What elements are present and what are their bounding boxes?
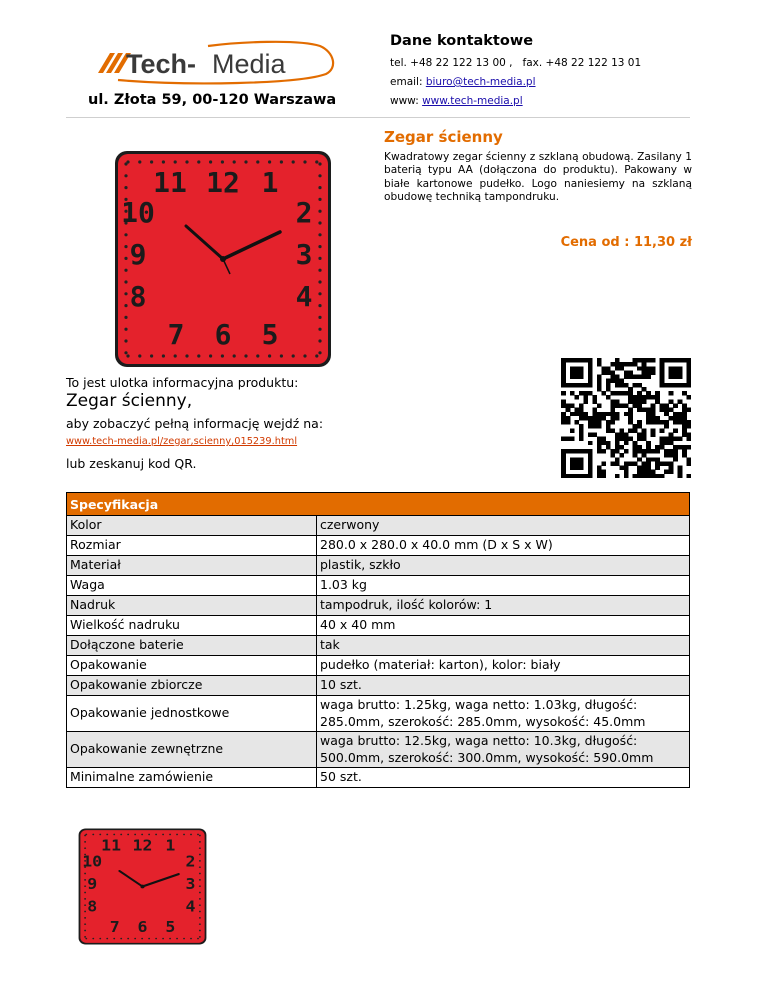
clock-tick bbox=[138, 160, 141, 163]
clock-tick bbox=[318, 316, 321, 319]
spec-key: Kolor bbox=[67, 516, 317, 536]
clock-tick bbox=[84, 873, 86, 875]
leaflet-qr-text: lub zeskanuj kod QR. bbox=[66, 456, 197, 471]
clock-tick bbox=[199, 911, 201, 913]
clock-tick bbox=[84, 936, 86, 938]
spec-key: Waga bbox=[67, 576, 317, 596]
clock-tick bbox=[155, 938, 157, 940]
clock-tick bbox=[209, 354, 212, 357]
clock-tick bbox=[199, 873, 201, 875]
clock-tick bbox=[124, 316, 127, 319]
clock-tick bbox=[318, 198, 321, 201]
clock-tick bbox=[199, 898, 201, 900]
clock-tick bbox=[84, 841, 86, 843]
clock-number: 4 bbox=[295, 280, 313, 313]
spec-key: Materiał bbox=[67, 556, 317, 576]
clock-tick bbox=[199, 936, 201, 938]
clock-tick bbox=[150, 354, 153, 357]
clock-tick bbox=[124, 339, 127, 342]
clock-product-image bbox=[114, 150, 332, 368]
table-row bbox=[67, 676, 690, 696]
clock-number: 2 bbox=[295, 196, 313, 229]
clock-tick bbox=[315, 354, 318, 357]
clock-tick bbox=[318, 339, 321, 342]
clock-tick bbox=[120, 938, 122, 940]
clock-tick bbox=[199, 866, 201, 868]
spec-key: Opakowanie zewnętrzne bbox=[67, 732, 317, 768]
clock-tick bbox=[318, 221, 321, 224]
www-line bbox=[390, 95, 523, 107]
clock-tick bbox=[150, 160, 153, 163]
spec-value: tak bbox=[317, 636, 690, 656]
clock-tick bbox=[318, 328, 321, 331]
clock-tick bbox=[199, 892, 201, 894]
clock-tick bbox=[197, 160, 200, 163]
clock-tick bbox=[124, 269, 127, 272]
clock-tick bbox=[84, 892, 86, 894]
clock-tick bbox=[303, 354, 306, 357]
clock-tick bbox=[84, 885, 86, 887]
clock-tick bbox=[318, 257, 321, 260]
clock-number: 3 bbox=[295, 238, 313, 271]
clock-number: 5 bbox=[165, 917, 176, 936]
clock-tick bbox=[318, 210, 321, 213]
clock-tick bbox=[199, 917, 201, 919]
clock-tick bbox=[120, 834, 122, 836]
clock-tick bbox=[124, 245, 127, 248]
spec-value: 40 x 40 mm bbox=[317, 616, 690, 636]
clock-tick bbox=[199, 835, 201, 837]
spec-value: 1.03 kg bbox=[317, 576, 690, 596]
clock-tick bbox=[256, 354, 259, 357]
clock-tick bbox=[190, 938, 192, 940]
clock-number: 11 bbox=[153, 166, 187, 199]
clock-tick bbox=[106, 834, 108, 836]
clock-tick bbox=[318, 162, 321, 165]
clock-tick bbox=[183, 834, 185, 836]
product-title: Zegar ścienny bbox=[384, 128, 503, 146]
clock-tick bbox=[199, 860, 201, 862]
clock-tick bbox=[134, 938, 136, 940]
clock-tick bbox=[318, 269, 321, 272]
clock-number: 6 bbox=[214, 318, 232, 351]
clock-tick bbox=[176, 938, 178, 940]
logo-text-tech: Tech- bbox=[126, 49, 197, 79]
clock-number: 8 bbox=[129, 280, 147, 313]
clock-tick bbox=[256, 160, 259, 163]
clock-tick bbox=[199, 854, 201, 856]
clock-tick bbox=[84, 904, 86, 906]
email-line bbox=[390, 76, 536, 88]
spec-value: tampodruk, ilość kolorów: 1 bbox=[317, 596, 690, 616]
clock-tick bbox=[190, 834, 192, 836]
table-row bbox=[67, 556, 690, 576]
tech-media-logo bbox=[98, 40, 338, 86]
clock-tick bbox=[85, 938, 87, 940]
product-price: Cena od : 11,30 zł bbox=[560, 235, 692, 250]
clock-tick bbox=[318, 186, 321, 189]
company-address: ul. Złota 59, 00-120 Warszawa bbox=[88, 92, 337, 108]
spec-value: czerwony bbox=[317, 516, 690, 536]
clock-tick bbox=[221, 354, 224, 357]
clock-tick bbox=[292, 160, 295, 163]
phone-number: tel. +48 22 122 13 00 , bbox=[390, 57, 513, 69]
clock-tick bbox=[318, 280, 321, 283]
clock-tick bbox=[84, 847, 86, 849]
clock-tick bbox=[315, 160, 318, 163]
table-row bbox=[67, 696, 690, 732]
clock-tick bbox=[124, 280, 127, 283]
clock-tick bbox=[318, 304, 321, 307]
clock-tick bbox=[124, 233, 127, 236]
clock-number: 11 bbox=[101, 836, 122, 855]
clock-tick bbox=[318, 245, 321, 248]
clock-tick bbox=[124, 351, 127, 354]
clock-tick bbox=[106, 938, 108, 940]
clock-tick bbox=[141, 834, 143, 836]
clock-tick bbox=[199, 847, 201, 849]
spec-key: Rozmiar bbox=[67, 536, 317, 556]
clock-number: 1 bbox=[261, 166, 279, 199]
clock-tick bbox=[197, 834, 199, 836]
clock-tick bbox=[280, 160, 283, 163]
clock-tick bbox=[124, 292, 127, 295]
clock-tick bbox=[138, 354, 141, 357]
clock-tick bbox=[292, 354, 295, 357]
contact-title: Dane kontaktowe bbox=[390, 33, 534, 49]
clock-tick bbox=[176, 834, 178, 836]
table-row bbox=[67, 596, 690, 616]
clock-number: 7 bbox=[109, 917, 120, 936]
clock-tick bbox=[199, 885, 201, 887]
fax-number: fax. +48 22 122 13 01 bbox=[522, 57, 642, 69]
clock-thumbnail-image bbox=[78, 828, 207, 945]
table-row bbox=[67, 576, 690, 596]
clock-tick bbox=[84, 911, 86, 913]
clock-tick bbox=[209, 160, 212, 163]
clock-tick bbox=[199, 930, 201, 932]
spec-value: plastik, szkło bbox=[317, 556, 690, 576]
specification-title: Specyfikacja bbox=[67, 493, 690, 516]
clock-number: 4 bbox=[185, 897, 196, 916]
clock-tick bbox=[155, 834, 157, 836]
spec-key: Opakowanie jednostkowe bbox=[67, 696, 317, 732]
spec-key: Opakowanie bbox=[67, 656, 317, 676]
spec-key: Opakowanie zbiorcze bbox=[67, 676, 317, 696]
spec-key: Minimalne zamówienie bbox=[67, 768, 317, 788]
clock-tick bbox=[99, 938, 101, 940]
clock-tick bbox=[124, 304, 127, 307]
qr-code-icon[interactable] bbox=[561, 358, 691, 478]
clock-tick bbox=[124, 174, 127, 177]
clock-tick bbox=[174, 160, 177, 163]
clock-tick bbox=[185, 160, 188, 163]
clock-number: 6 bbox=[137, 917, 148, 936]
clock-tick bbox=[148, 834, 150, 836]
spec-value: waga brutto: 1.25kg, waga netto: 1.03kg, długość: 285.0mm, szerokość: 285.0mm, wysokość: 45.0mm bbox=[317, 696, 690, 732]
spec-key: Nadruk bbox=[67, 596, 317, 616]
clock-tick bbox=[127, 938, 129, 940]
clock-number: 5 bbox=[261, 318, 279, 351]
clock-number: 1 bbox=[165, 836, 176, 855]
specification-table bbox=[66, 492, 690, 788]
clock-tick bbox=[124, 328, 127, 331]
phone-line bbox=[390, 57, 641, 69]
clock-tick bbox=[141, 938, 143, 940]
clock-tick bbox=[148, 938, 150, 940]
table-row bbox=[67, 656, 690, 676]
clock-tick bbox=[84, 917, 86, 919]
clock-tick bbox=[199, 841, 201, 843]
clock-tick bbox=[185, 354, 188, 357]
clock-number: 8 bbox=[87, 897, 98, 916]
spec-value: pudełko (materiał: karton), kolor: biały bbox=[317, 656, 690, 676]
clock-tick bbox=[318, 292, 321, 295]
table-row bbox=[67, 636, 690, 656]
clock-tick bbox=[162, 160, 165, 163]
clock-number: 9 bbox=[129, 238, 147, 271]
clock-tick bbox=[244, 160, 247, 163]
clock-number: 12 bbox=[206, 166, 240, 199]
spec-key: Wielkość nadruku bbox=[67, 616, 317, 636]
clock-tick bbox=[124, 186, 127, 189]
clock-number: 9 bbox=[87, 874, 98, 893]
clock-number: 7 bbox=[167, 318, 185, 351]
table-row bbox=[67, 732, 690, 768]
clock-tick bbox=[162, 938, 164, 940]
clock-tick bbox=[124, 162, 127, 165]
clock-tick bbox=[318, 174, 321, 177]
clock-tick bbox=[244, 354, 247, 357]
clock-tick bbox=[113, 834, 115, 836]
clock-tick bbox=[127, 834, 129, 836]
clock-tick bbox=[303, 160, 306, 163]
clock-tick bbox=[268, 354, 271, 357]
product-page-link[interactable]: www.tech-media.pl/zegar,scienny,015239.html bbox=[66, 436, 298, 447]
leaflet-more-info: aby zobaczyć pełną informację wejdź na: bbox=[66, 416, 324, 431]
clock-tick bbox=[134, 834, 136, 836]
clock-tick bbox=[233, 354, 236, 357]
clock-tick bbox=[174, 354, 177, 357]
clock-tick bbox=[92, 834, 94, 836]
clock-tick bbox=[199, 879, 201, 881]
clock-tick bbox=[169, 938, 171, 940]
clock-number: 12 bbox=[132, 836, 153, 855]
clock-tick bbox=[84, 930, 86, 932]
clock-tick bbox=[318, 233, 321, 236]
clock-tick bbox=[92, 938, 94, 940]
table-row bbox=[67, 536, 690, 556]
clock-tick bbox=[197, 938, 199, 940]
clock-tick bbox=[84, 923, 86, 925]
clock-tick bbox=[162, 834, 164, 836]
table-row bbox=[67, 768, 690, 788]
spec-value: waga brutto: 12.5kg, waga netto: 10.3kg, długość: 500.0mm, szerokość: 300.0mm, wysokość: 590.0mm bbox=[317, 732, 690, 768]
header-divider bbox=[66, 117, 690, 118]
www-label: www: bbox=[390, 95, 419, 107]
clock-tick bbox=[183, 938, 185, 940]
email-link[interactable]: biuro@tech-media.pl bbox=[425, 76, 536, 88]
spec-value: 10 szt. bbox=[317, 676, 690, 696]
clock-tick bbox=[197, 354, 200, 357]
clock-tick bbox=[84, 879, 86, 881]
clock-number: 2 bbox=[185, 852, 196, 871]
email-label: email: bbox=[390, 76, 423, 88]
clock-tick bbox=[233, 160, 236, 163]
clock-tick bbox=[84, 835, 86, 837]
table-row bbox=[67, 516, 690, 536]
clock-tick bbox=[318, 351, 321, 354]
leaflet-product-name: Zegar ścienny, bbox=[66, 391, 193, 411]
leaflet-intro: To jest ulotka informacyjna produktu: bbox=[66, 375, 299, 390]
spec-value: 50 szt. bbox=[317, 768, 690, 788]
clock-tick bbox=[221, 160, 224, 163]
clock-tick bbox=[84, 898, 86, 900]
clock-tick bbox=[280, 354, 283, 357]
spec-value: 280.0 x 280.0 x 40.0 mm (D x S x W) bbox=[317, 536, 690, 556]
product-description: Kwadratowy zegar ścienny z szklaną obudową. Zasilany 1 baterią typu AA (dołączona do produktu). Pakowany w białe kartonowe pudełko. Logo naniesiemy na szklaną obudowę techniką tampondruku. bbox=[384, 151, 692, 203]
clock-tick bbox=[199, 904, 201, 906]
clock-tick bbox=[199, 923, 201, 925]
clock-tick bbox=[126, 354, 129, 357]
www-link[interactable]: www.tech-media.pl bbox=[422, 95, 523, 107]
clock-number: 10 bbox=[82, 852, 103, 871]
clock-number: 3 bbox=[185, 874, 196, 893]
clock-tick bbox=[268, 160, 271, 163]
logo-text-media: Media bbox=[212, 49, 286, 79]
clock-number: 10 bbox=[121, 196, 155, 229]
clock-tick bbox=[124, 257, 127, 260]
clock-tick bbox=[169, 834, 171, 836]
clock-tick bbox=[99, 834, 101, 836]
clock-tick bbox=[113, 938, 115, 940]
clock-tick bbox=[162, 354, 165, 357]
spec-key: Dołączone baterie bbox=[67, 636, 317, 656]
table-row bbox=[67, 616, 690, 636]
